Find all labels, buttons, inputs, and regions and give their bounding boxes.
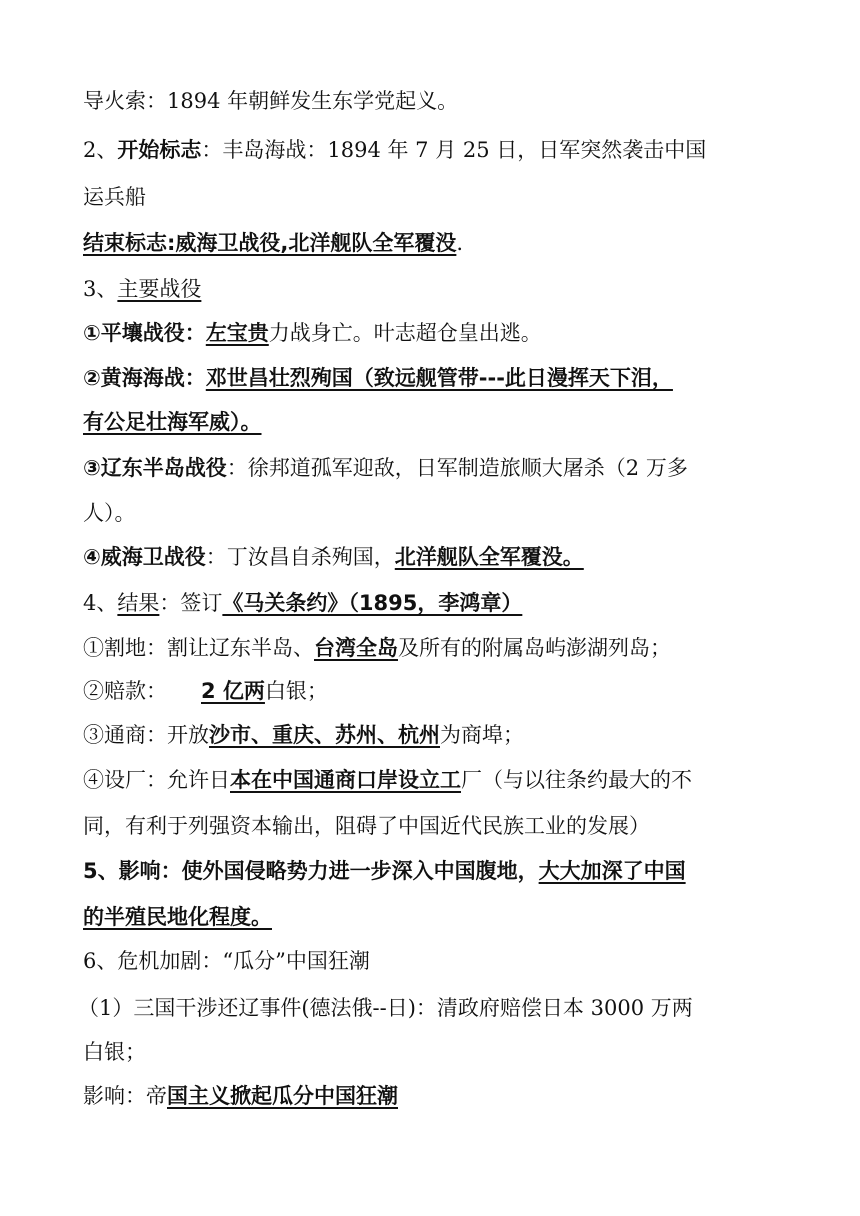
text-line (83, 363, 673, 393)
text-segment: 及所有的附属岛屿澎湖列岛； (398, 636, 671, 660)
section-heading (83, 274, 201, 304)
text-segment: ：丁汝昌自杀殉国， (205, 545, 395, 569)
text-segment: 导火索：1894 年朝鲜发生东学党起义。 (83, 89, 459, 113)
underlined-text: 结果 (117, 591, 160, 615)
bold-underlined-text: 台湾全岛 (314, 636, 398, 660)
text-segment: . (456, 231, 464, 255)
text-segment: 白银； (264, 679, 328, 703)
text-segment: ：丰岛海战：1894 年 7 月 25 日，日军突然袭击中国 (201, 138, 707, 162)
text-line (83, 676, 328, 706)
bold-underlined-text: 国主义掀起瓜分中国狂潮 (167, 1084, 398, 1108)
bold-underlined-text: 《马关条约》（1895，李鸿章） (222, 591, 523, 615)
bold-underlined-text: 北洋舰队全军覆没。 (394, 545, 584, 569)
text-segment: ③通商：开放 (83, 723, 209, 747)
text-segment: 3、 (83, 277, 118, 301)
bold-underlined-text: 的半殖民地化程度。 (83, 905, 272, 929)
bold-underlined-text: 结束标志:威海卫战役,北洋舰队全军覆没 (83, 231, 457, 255)
text-line (83, 720, 524, 750)
text-segment: 运兵船 (83, 185, 146, 209)
text-segment: 人）。 (83, 501, 136, 525)
bold-underlined-text: 本在中国通商口岸设立工 (230, 768, 461, 792)
text-line (83, 765, 692, 795)
text-segment: ：签订 (159, 591, 223, 615)
text-segment: ①割地：割让辽东半岛、 (83, 636, 314, 660)
bold-text: ③辽东半岛战役 (83, 456, 227, 480)
section-heading (83, 856, 686, 886)
text-segment: （1）三国干涉还辽事件(德法俄--日)：清政府赔偿日本 3000 万两 (78, 996, 693, 1020)
text-line (83, 1081, 398, 1111)
text-line (83, 1037, 146, 1067)
underlined-text: 主要战役 (117, 277, 202, 301)
section-heading (83, 946, 370, 976)
text-segment: ：徐邦道孤军迎敌，日军制造旅顺大屠杀（2 万多 (226, 456, 688, 480)
text-segment: 同，有利于列强资本输出，阻碍了中国近代民族工业的发展） (83, 814, 650, 838)
bold-underlined-text: 大大加深了中国 (538, 859, 686, 883)
text-line (83, 135, 706, 165)
text-line (83, 633, 671, 663)
bold-text: ②黄海海战： (83, 366, 206, 390)
text-line (83, 318, 542, 348)
text-line (83, 811, 650, 841)
bold-text: ①平壤战役： (83, 321, 206, 345)
text-line (83, 86, 458, 116)
text-line (78, 993, 693, 1023)
bold-text: 5、影响：使外国侵略势力进一步深入中国腹地， (83, 859, 539, 883)
bold-underlined-text: 有公足壮海军威）。 (83, 410, 262, 434)
text-segment: 白银； (83, 1040, 146, 1064)
bold-underlined-text: 邓世昌壮烈殉国（致远舰管带---此日漫挥天下泪， (205, 366, 673, 390)
text-segment: ②赔款： (83, 679, 167, 703)
text-line (83, 902, 272, 932)
text-line (83, 542, 584, 572)
text-segment: ④设厂：允许日 (83, 768, 230, 792)
text-line (83, 453, 688, 483)
bold-underlined-text: 沙市、重庆、苏州、杭州 (209, 723, 440, 747)
bold-text: 开始标志 (117, 138, 202, 162)
bold-underlined-text: 2 亿两 (201, 679, 265, 703)
bold-text: ④威海卫战役 (83, 545, 206, 569)
text-line (83, 498, 136, 528)
text-segment: 力战身亡。叶志超仓皇出逃。 (268, 321, 542, 345)
text-segment: 为商埠； (440, 723, 524, 747)
text-segment: 影响：帝 (83, 1084, 167, 1108)
bold-underlined-text: 左宝贵 (205, 321, 269, 345)
text-line (83, 407, 262, 437)
text-segment: 6、危机加剧：“瓜分”中国狂潮 (83, 949, 370, 973)
text-line (83, 182, 146, 212)
text-segment: 厂（与以往条约最大的不 (461, 768, 692, 792)
text-segment: 2、 (83, 138, 118, 162)
text-segment: 4、 (83, 591, 118, 615)
section-heading (83, 588, 522, 618)
text-line (83, 228, 463, 258)
